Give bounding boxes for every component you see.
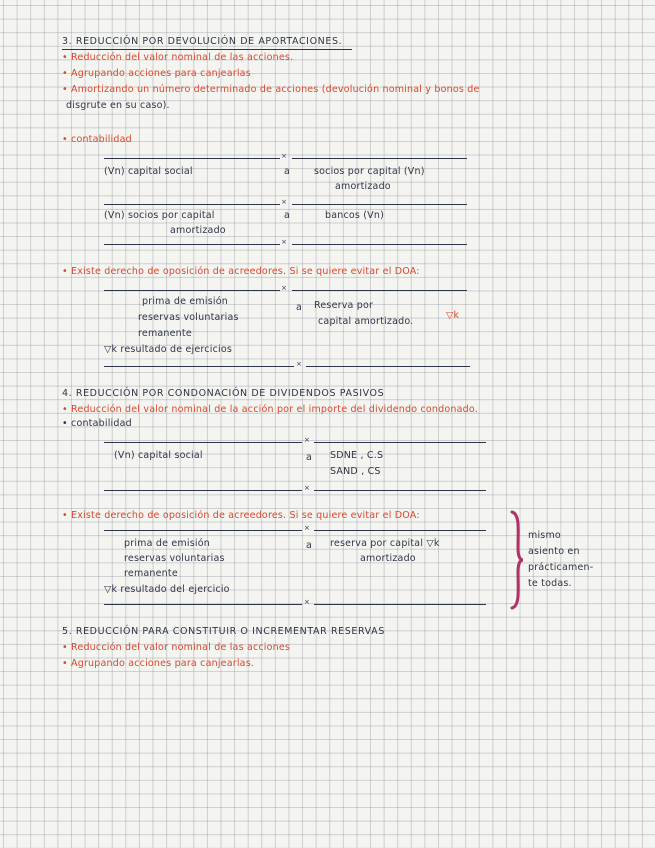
journal-line [104,158,280,159]
entry-2-debit-cont: amortizado [170,225,226,236]
journal-line [104,442,302,443]
section-3-bullet-3-cont: disgrute en su caso). [66,100,170,111]
entry-5-line-4: ▽k resultado del ejercicio [104,584,230,595]
section-5-title: 5. REDUCCIÓN PARA CONSTITUIR O INCREMENTAR RESERVAS [62,626,385,637]
journal-line [104,290,280,291]
entry-1-credit: socios por capital (Vn) [314,166,425,177]
journal-line [292,290,467,291]
curly-brace [506,510,524,610]
journal-marker: × [281,284,287,292]
entry-5-credit: reserva por capital ▽k [330,538,440,549]
entry-5-line-2: reservas voluntarias [124,553,225,564]
entry-1-debit: (Vn) capital social [104,166,193,177]
note-line-4: te todas. [528,578,572,589]
note-line-2: asiento en [528,546,580,557]
journal-marker: × [281,238,287,246]
entry-2-a: a [284,210,291,221]
section-4-doa: • Existe derecho de oposición de acreedores. Si se quiere evitar el DOA: [62,510,420,521]
title-underline [62,49,352,50]
entry-3-line-3: remanente [138,328,192,339]
journal-marker: × [296,360,302,368]
section-5-bullet-1: • Reducción del valor nominal de las acciones [62,642,291,653]
entry-5-line-3: remanente [124,568,178,579]
entry-5-line-1: prima de emisión [124,538,210,549]
journal-marker: × [304,598,310,606]
journal-line [104,204,280,205]
journal-line [314,442,486,443]
journal-line [292,244,467,245]
section-3-bullet-1: • Reducción del valor nominal de las acciones. [62,52,294,63]
section-4-bullet-1: • Reducción del valor nominal de la acción por el importe del dividendo condonado. [62,404,478,415]
journal-line [104,530,302,531]
section-3-title: 3. REDUCCIÓN POR DEVOLUCIÓN DE APORTACIONES. [62,36,343,47]
entry-3-vk: ▽k [446,310,460,321]
note-line-3: prácticamen- [528,562,594,573]
entry-1-credit-cont: amortizado [335,181,391,192]
entry-5-a: a [306,540,313,551]
entry-5-credit-cont: amortizado [360,553,416,564]
section-4-title: 4. REDUCCIÓN POR CONDONACIÓN DE DIVIDENDOS PASIVOS [62,388,385,399]
journal-line [292,204,467,205]
journal-marker: × [304,436,310,444]
journal-line [292,158,467,159]
section-3-contabilidad: • contabilidad [62,134,132,145]
journal-line [104,604,302,605]
entry-3-line-2: reservas voluntarias [138,312,239,323]
section-5-bullet-2: • Agrupando acciones para canjearlas. [62,658,255,669]
journal-marker: × [304,484,310,492]
section-4-contabilidad: • contabilidad [62,418,132,429]
journal-marker: × [304,524,310,532]
journal-line [104,490,302,491]
section-3-bullet-3: • Amortizando un número determinado de acciones (devolución nominal y bonos de [62,84,480,95]
entry-4-credit-1: SDNE , C.S [330,450,384,461]
journal-line [104,366,294,367]
entry-4-credit-2: SAND , CS [330,466,381,477]
journal-line [314,604,486,605]
note-line-1: mismo [528,530,561,541]
journal-marker: × [281,152,287,160]
journal-line [314,530,486,531]
journal-line [104,244,280,245]
journal-marker: × [281,198,287,206]
section-3-bullet-2: • Agrupando acciones para canjearlas [62,68,251,79]
entry-4-a: a [306,452,313,463]
journal-line [314,490,486,491]
entry-2-debit: (Vn) socios por capital [104,210,215,221]
entry-3-credit-cont: capital amortizado. [318,316,414,327]
entry-2-credit: bancos (Vn) [325,210,385,221]
entry-3-credit: Reserva por [314,300,374,311]
entry-4-debit: (Vn) capital social [114,450,203,461]
section-3-doa: • Existe derecho de oposición de acreedores. Si se quiere evitar el DOA: [62,266,420,277]
entry-3-line-4: ▽k resultado de ejercicios [104,344,232,355]
journal-line [306,366,470,367]
entry-3-a: a [296,302,303,313]
entry-3-line-1: prima de emisión [142,296,228,307]
entry-1-a: a [284,166,291,177]
